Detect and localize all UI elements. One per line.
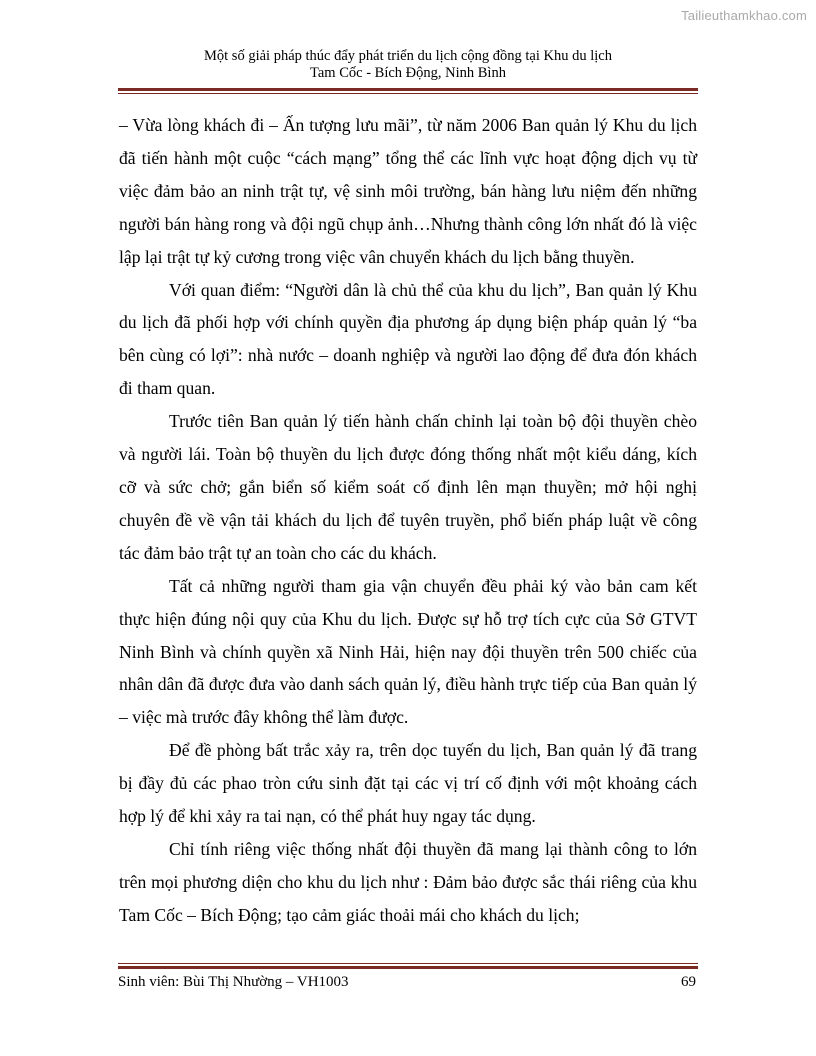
paragraph: Trước tiên Ban quản lý tiến hành chấn chỉnh lại toàn bộ đội thuyền chèo và người lái. Toàn bộ thuyền du lịch được đóng thống nhất một kiểu dáng, kích cỡ và sức chở; gắn biển số kiểm soát cố định lên mạn thuyền; mở hội nghị chuyên đề về vận tải khách du lịch để tuyên truyền, phổ biến pháp luật về công tác đảm bảo trật tự an toàn cho các du khách. xyxy=(119,411,697,563)
watermark-text: Tailieuthamkhao.com xyxy=(681,8,807,23)
running-header xyxy=(118,48,698,82)
paragraph: Chỉ tính riêng việc thống nhất đội thuyền đã mang lại thành công to lớn trên mọi phương diện cho khu du lịch như : Đảm bảo được sắc thái riêng của khu Tam Cốc – Bích Động; tạo cảm giác thoải mái cho khách du lịch; xyxy=(119,838,697,925)
footer-student-name: Sinh viên: Bùi Thị Nhường – VH1003 xyxy=(118,974,349,990)
header-rule-thick xyxy=(118,88,698,91)
body-text xyxy=(119,109,697,932)
paragraph: Tất cả những người tham gia vận chuyển đều phải ký vào bản cam kết thực hiện đúng nội quy của Khu du lịch. Được sự hỗ trợ tích cực của Sở GTVT Ninh Bình và chính quyền xã Ninh Hải, hiện nay đội thuyền trên 500 chiếc của nhân dân đã được đưa vào danh sách quản lý, điều hành trực tiếp của Ban quản lý – việc mà trước đây không thể làm được. xyxy=(119,575,697,728)
footer-rule-thin xyxy=(118,963,698,964)
header-line-1: Một số giải pháp thúc đẩy phát triển du lịch cộng đồng tại Khu du lịch xyxy=(204,48,612,64)
footer-rule-thick xyxy=(118,966,698,969)
page-number: 69 xyxy=(681,974,696,990)
header-line-2: Tam Cốc - Bích Động, Ninh Bình xyxy=(310,65,506,81)
paragraph: Với quan điểm: “Người dân là chủ thể của khu du lịch”, Ban quản lý Khu du lịch đã phối hợp với chính quyền địa phương áp dụng biện pháp quản lý “ba bên cùng có lợi”: nhà nước – doanh nghiệp và người lao động để đưa đón khách đi tham quan. xyxy=(119,279,697,399)
header-rule-thin xyxy=(118,93,698,94)
paragraph: Để đề phòng bất trắc xảy ra, trên dọc tuyến du lịch, Ban quản lý đã trang bị đầy đủ các phao tròn cứu sinh đặt tại các vị trí cố định với một khoảng cách hợp lý để khi xảy ra tai nạn, có thể phát huy ngay tác dụng. xyxy=(119,740,697,827)
paragraph-continuation: – Vừa lòng khách đi – Ấn tượng lưu mãi”, từ năm 2006 Ban quản lý Khu du lịch đã tiến hành một cuộc “cách mạng” tổng thể các lĩnh vực hoạt động dịch vụ từ việc đảm bảo an ninh trật tự, vệ sinh môi trường, bán hàng lưu niệm đến những người bán hàng rong và đội ngũ chụp ảnh…Nhưng thành công lớn nhất đó là việc lập lại trật tự kỷ cương trong việc vân chuyển khách du lịch bằng thuyền. xyxy=(119,115,697,267)
